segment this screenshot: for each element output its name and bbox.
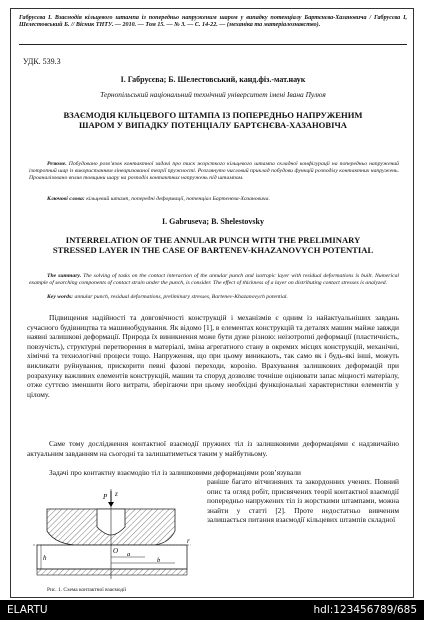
- origin-label: O: [113, 547, 119, 555]
- base-hatch: [37, 569, 187, 575]
- keywords-uk-text: кільцевий штамп, попередні деформації, потенціал Бартєнєва-Хазановича.: [86, 196, 270, 202]
- b-label: b: [157, 557, 161, 564]
- wrap-text: раніше багато вітчизняних та закордонних учених. Повний опис та огляд робіт, присвячених теорії контактної взаємодії попередньо напружених тіл із жорсткими штампами, можна знайти у статті [2]. Проте недостатньо вивченим залишається питання взаємодії кільцевих штампів складної: [207, 477, 399, 525]
- abstract-uk: [29, 161, 399, 182]
- keywords-uk-label: Ключові слова:: [47, 196, 85, 202]
- body-paragraph-1: Підвищення надійності та довговічності конструкцій і механізмів є одним із найактуальніших завдань сучасного будівництва та машинобудування. Як відомо [1], в елементах конструкцій та деталях машин майже завжди наявні залишкові деформації. Природа їх виникнення може бути дуже різною: неізотропні деформації (пластичність, повзучість), структурні перетворення в матеріалі, зміна агрегатного стану в окремих місцях конструкцій, механічні, хімічні та технологічні процеси тощо. Напруження, що при цьому виникають, так само як і будь-які інші, можуть викликати руйнування, прискорити певні фазові переходи, корозію. Врахування залишкових деформацій при розрахунку важливих елементів конструкцій, машин та споруд дозволяє точніше оцінювати запас міцності матеріалу, отже суттєво зменшити його витрати, зберігаючи при цьому необхідні функціональні характеристики елементів у цілому.: [27, 313, 399, 399]
- load-arrow-head: [108, 502, 114, 507]
- citation: Габрусєва І. Взаємодія кільцевого штампа із попередньо напруженим шаром у випадку потенціалу Бартєнєва-Хазановича / Габрусєва І, Шелестовський Б. // Вісник ТНТУ. — 2010. — Том 15. — № 3. — С. 14-22. — (механіка та матеріалознавство).: [19, 15, 407, 29]
- document-page: [10, 8, 414, 598]
- footer-bar: [0, 600, 424, 620]
- keywords-en: [29, 294, 399, 301]
- a-label: a: [127, 551, 131, 558]
- abstract-en: [29, 273, 399, 287]
- affiliation: Тернопільський національний технічний університет імені Івана Пулюя: [100, 90, 326, 99]
- udc-code: УДК. 539.3: [23, 57, 61, 66]
- keywords-uk: [29, 196, 399, 203]
- keywords-en-label: Key words:: [47, 294, 74, 300]
- authors-uk: І. Габрусєва; Б. Шелестовський, канд.фіз.-мат.наук: [120, 75, 306, 84]
- z-label: z: [115, 490, 118, 498]
- r-label: r: [187, 537, 190, 545]
- abstract-en-text: The solving of tasks on the contact interaction of the annular punch and isotropic layer with residual deformations is built. Numerical example of searching components of contact strain under the punch, is consider. The effect of thickness of a layer on distributing contact stresses is analyzed.: [29, 273, 399, 286]
- footer-handle: hdl:123456789/685: [313, 604, 417, 616]
- h-label: h: [43, 554, 47, 562]
- footer-repository: ELARTU: [7, 604, 48, 616]
- title-en: INTERRELATION OF THE ANNULAR PUNCH WITH THE PRELIMINARY STRESSED LAYER IN THE CASE OF BARTENEV-KHAZANOVYCH POTENTIAL: [52, 235, 374, 256]
- authors-en: I. Gabruseva; B. Shelestovsky: [161, 217, 264, 226]
- abstract-uk-label: Резюме.: [47, 161, 67, 167]
- contact-scheme-figure: [27, 487, 195, 583]
- abstract-uk-text: Побудовано розв’язок контактної задачі про тиск жорсткого кільцевого штампа складної конфігурації на попередньо напружений ізотропний шар із використанням лінеаризованої теорії пружності. Розглянуто числовий приклад побудови функцій розподілу контактних напружень. Проаналізовано вплив товщини шару на розподіл контактних напружень під штампом.: [29, 161, 399, 181]
- abstract-en-label: The summary.: [47, 273, 82, 279]
- body-paragraph-3: Задачі про контактну взаємодію тіл із залишковими деформаціями розв’язували: [49, 468, 301, 477]
- body-paragraph-2: Саме тому дослідження контактної взаємодії пружних тіл із залишковими деформаціями є надзвичайно актуальним завданням на сьогодні та залишатиметься таким у майбутньому.: [27, 439, 399, 458]
- keywords-en-text: annular punch, residual deformations, preliminary stresses, Bartenev-Khazanovych potential.: [74, 294, 288, 300]
- title-uk: ВЗАЄМОДІЯ КІЛЬЦЕВОГО ШТАМПА ІЗ ПОПЕРЕДНЬО НАПРУЖЕНИМ ШАРОМ У ВИПАДКУ ПОТЕНЦІАЛУ БАРТЄНЄВА-ХАЗАНОВІЧА: [63, 110, 363, 131]
- p-label: P: [103, 493, 108, 501]
- divider: [19, 44, 407, 45]
- figure-caption: Рис. 1. Схема контактної взаємодії: [47, 587, 127, 593]
